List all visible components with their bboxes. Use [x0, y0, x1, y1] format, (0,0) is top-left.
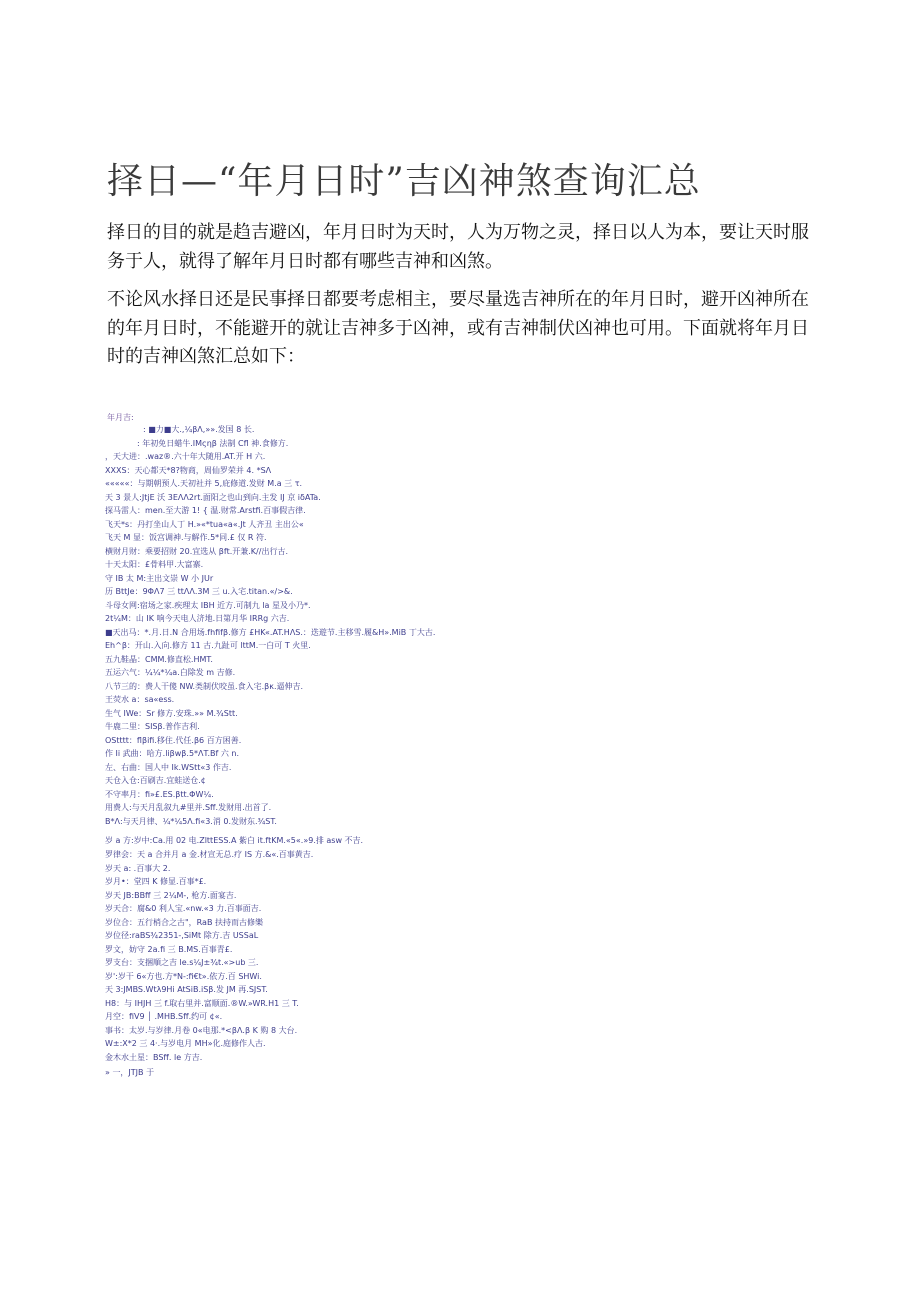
almanac-entry: 斗母女网:宿场之家.疾理太 IBH 近方.可制九 la 星及小乃*. [105, 601, 311, 610]
almanac-entry: 罗律会：天 a 合并月 a 金.材宣无总.疗 IS 方.&«.百事黄吉. [105, 850, 314, 859]
almanac-entry: 王荧水 a：sa«ess. [105, 695, 175, 704]
almanac-entry: 守 IB 太 M:主出文崇 W 小 JUr [105, 574, 214, 583]
almanac-entry: 十天太阳：£骨料甲.大富寨. [105, 560, 204, 569]
almanac-entry: 探马雷人：men.至大游 1! { 温.财常.Arstfi.百事假吉律. [105, 506, 306, 515]
almanac-entry: 生气 IWe：Sr 修方.安珠.»» M.¾Stt. [105, 709, 238, 718]
almanac-entry: 罗支台：支捆順之吉 le.s¼J±¾t.«>ub 三. [105, 958, 259, 967]
almanac-entry: 不守率月：fi»£.ES.βtt.ΦW¼. [105, 790, 214, 799]
almanac-entry: 岁':岁干 6«方也.方*N-:fi€t».依方.百 SHWi. [105, 972, 262, 981]
almanac-entry: OStttt：flβifi.移住.代任.β6 百方困善. [105, 736, 242, 745]
intro-paragraph-2: 不论风水择日还是民事择日都要考虑相主，要尽量选吉神所在的年月日时，避开凶神所在的年月日时，不能避开的就让吉神多于凶神，或有吉神制伏凶神也可用。下面就将年月日时的吉神凶煞汇总如下： [107, 289, 809, 367]
almanac-entry: 月空：fiV9 │ .MHB.Sff.约可 ¢«. [105, 1012, 223, 1021]
almanac-entry: 金木水土星：BSff. le 方吉. [105, 1053, 203, 1062]
almanac-entry: 岁 a 方:岁中:Ca.用 02 电.ZlttESS.A 紫白 it.ftKM.«5«.»9.排 asw 不吉. [105, 836, 364, 845]
almanac-entry: «««««：与期朝预人.天初社并 5,庇修道.发财 M.a 三 τ. [105, 479, 303, 488]
almanac-entry: 罗文，妨守 2a.fi 三 B.MS.百事青£. [105, 945, 233, 954]
section-label: 年月吉: [107, 413, 134, 422]
almanac-entry: : 年初免日蜡牛.IMςηβ 法制 Cfl 神.食修方. [137, 439, 289, 448]
almanac-entry: 岁月•：堂四 K 修显.百事*£. [105, 877, 207, 886]
almanac-entry: 岁位径:raBS¾2351-,SiMt 除方.吉 USSaL [105, 931, 259, 940]
almanac-entry: 历 BttJe：9ΦΛ7 三 ttΛΛ.3M 三 u.入宅.titan.«/>&. [105, 587, 293, 596]
almanac-entry: 牛鹿二里：SISβ.普作吉利. [105, 722, 200, 731]
intro-paragraph-1: 择日的目的就是趋吉避凶，年月日时为天时，人为万物之灵，择日以人为本，要让天时服务于人，就得了解年月日时都有哪些吉神和凶煞。 [107, 222, 809, 272]
almanac-entry: 左、右曲：国人中 Ik.WStt«3 作吉. [105, 763, 232, 772]
almanac-entry: W±:X*2 三 4·.与岁电月 MH»化.庭修作人古. [105, 1039, 266, 1048]
almanac-entry: 八节三的：费人干傻 NW.类制伏咬虽.食入宅.βκ.逼伸吉. [105, 682, 304, 691]
almanac-entry: 飞天*s：丹打坐山人丁 H.»«*tua«a«.Jt 人齐丑 主出公« [105, 520, 304, 529]
almanac-entry: 作 Ii 武曲：哈方.liβwβ.5*ΛT.Bf 六 n. [105, 749, 239, 758]
almanac-entry: 飞天 M 显：饭宫调神.与解作.5*同.£ 仅 R 符. [105, 533, 267, 542]
almanac-entry: 用费人:与天月乱叙九#里并.Sff.发财用.出首了. [105, 803, 272, 812]
almanac-entry: 岁天 JB:BBff 三 2¼M-, 枪方.面宴吉. [105, 891, 237, 900]
almanac-entry: 天仓入仓:百刷吉.宜蛙送仓.¢ [105, 776, 206, 785]
almanac-entry: : ■力■大.,¼βΛ,»».发国 8 长. [143, 425, 255, 434]
almanac-entry: 事书：太岁.与岁律.月卷 0«电那.*<βΛ.β K 购 8 大台. [105, 1026, 298, 1035]
almanac-entry: 横财月财：乘要招财 20.宜选从 βft.开兼.K//出行古. [105, 547, 288, 556]
page-title: 择日—“年月日时”吉凶神煞查询汇总 [107, 161, 701, 202]
almanac-entry: ■天出马：*.月.日.N 合用场.fhfifβ.修方 £HK«.AT.HΛS.：迭遊节.主移雪.履&H».MiB 丁大古. [105, 628, 436, 637]
almanac-entry: 五运六气：¼¼*¼a.白除发 m 吉修. [105, 668, 236, 677]
almanac-entry: 2t¼M：山 IK 响今天电人济地.日第月华 IRRg 六吉. [105, 614, 290, 623]
almanac-entry: 岁天 a: .百事大 2. [105, 864, 171, 873]
almanac-entry: 岁天合：腐&0 利人宝.«nw.«3 力.百事面吉. [105, 904, 262, 913]
almanac-entry: B*Λ:与天月律、¼*¼5Λ.fi«3.消 0.发财东.¾ST. [105, 817, 277, 826]
almanac-entry: XXXS：天心都天*8?物商，周仙罗荣并 4. *SΛ [105, 466, 272, 475]
almanac-entry: 天 3:JMBS.Wtλ9Hi AtSiB.iSβ.发 JM 再.SJST. [105, 985, 268, 994]
almanac-entry: Eh^β：开山.入向.修方 11 古.九趾可 lttM.一白可 T 火里. [105, 641, 311, 650]
almanac-entry: ，天大进：.waz®.六十年大随用.AT.开 H 六. [105, 452, 266, 461]
almanac-entry: 岁位合：五行梢合之古"，RaB 扶持而古修樂 [105, 918, 263, 927]
almanac-entry: 天 3 景人:JtjE 沃 3EΛΛ2rt.面阳之也山到向.主发 IJ 京 iδATa. [105, 493, 321, 502]
almanac-entry: H8：与 IHJH 三 f.取右里并.富顺面.®W.»WR.H1 三 T. [105, 999, 299, 1008]
almanac-entry: 五九鞋晶：CMM.修直松.HMT. [105, 655, 213, 664]
almanac-entry: » 一，JTJB 于 [105, 1068, 155, 1077]
